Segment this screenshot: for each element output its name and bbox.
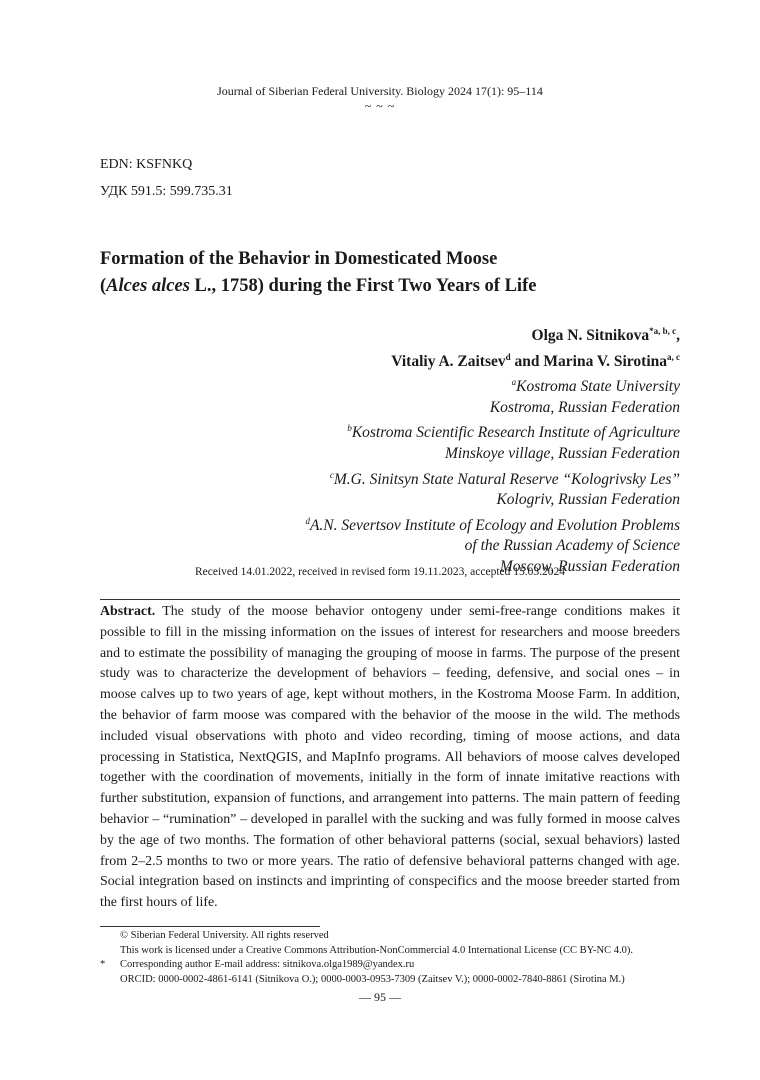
author-block bbox=[305, 321, 680, 577]
author-line-1 bbox=[305, 321, 680, 347]
affiliation-d-location: Moscow, Russian Federation bbox=[499, 557, 680, 575]
edn-identifier: EDN: KSFNKQ bbox=[100, 157, 193, 172]
author-zaitsev: Vitaliy A. Zaitsev bbox=[391, 352, 506, 370]
author-sirotina-marks: a, c bbox=[667, 351, 680, 362]
footnote-asterisk: * bbox=[100, 959, 106, 971]
paper-title bbox=[100, 246, 680, 300]
header-ornament: ~ ~ ~ bbox=[364, 99, 396, 113]
affiliation-mark: d bbox=[305, 515, 310, 526]
footnote-license: This work is licensed under a Creative Commons Attribution-NonCommercial 4.0 International License (CC BY-NC 4.0). bbox=[120, 944, 633, 956]
abstract-text: The study of the moose behavior ontogeny under semi-free-range conditions makes it possible to fill in the missing information on the issues of interest for researchers and moose breeders and to estimate the possibility of managing the grouping of moose in farms. The purpose of the present study was to characterize the development of behaviors – feeding, defensive, and social ones – in moose calves up to two years of age, kept without mothers, in the Kostroma Moose Farm. In addition, the behavior of farm moose was compared with the behavior of the moose in the wild. The methods included visual observations with photo and video recording, timing of moose actions, and data processing in Statistica, NextQGIS, and MapInfo programs. All behaviors of moose calves developed together with the coordination of movements, initially in the form of innate imitative reactions with further substitution, expansion of functions, and arrangement into patterns. The main pattern of feeding behavior – “rumination” – developed in parallel with the sucking and was fully formed in moose calves by the age of two months. The formation of other behavioral patterns (social, sexual behaviors) lasted from 2–2.5 months to two or more years. The ratio of defensive behavioral patterns changed with age. Social integration based on instincts and imprinting of conspecifics and the moose breeder started from the first hours of life. bbox=[100, 604, 680, 911]
affiliation-a-location: Kostroma, Russian Federation bbox=[489, 398, 680, 416]
footnotes bbox=[100, 929, 700, 987]
udk-identifier: УДК 591.5: 599.735.31 bbox=[100, 184, 233, 199]
author-separator: , bbox=[676, 327, 680, 345]
affiliation-d-line-2: of the Russian Academy of Science bbox=[464, 537, 680, 555]
journal-header: Journal of Siberian Federal University. Biology 2024 17(1): 95–114 bbox=[217, 84, 543, 98]
title-rest: L., 1758) during the First Two Years of Life bbox=[189, 276, 537, 296]
affiliation-c bbox=[305, 465, 680, 491]
affiliation-name: A.N. Severtsov Institute of Ecology and Evolution Problems bbox=[309, 516, 680, 534]
abstract bbox=[100, 602, 680, 914]
page-number: — 95 — bbox=[359, 990, 401, 1004]
title-line-2 bbox=[100, 273, 680, 300]
author-sirotina: Marina V. Sirotina bbox=[543, 352, 667, 370]
received-dates: Received 14.01.2022, received in revised form 19.11.2023, accepted 15.03.2024 bbox=[194, 566, 566, 578]
footnote-divider bbox=[100, 926, 320, 927]
title-species: Alces alces bbox=[106, 276, 190, 296]
abstract-label: Abstract. bbox=[100, 604, 156, 619]
affiliation-name: Kostroma State University bbox=[516, 378, 680, 396]
author-and: and bbox=[510, 352, 544, 370]
affiliation-d bbox=[305, 511, 680, 537]
author-line-2 bbox=[305, 347, 680, 373]
footnote-orcid: ORCID: 0000-0002-4861-6141 (Sitnikova O.); 0000-0003-0953-7309 (Zaitsev V.); 0000-0002-7840-8861 (Sirotina M.) bbox=[120, 973, 625, 985]
affiliation-name: Kostroma Scientific Research Institute of Agriculture bbox=[351, 424, 680, 442]
affiliation-b-location: Minskoye village, Russian Federation bbox=[444, 445, 680, 463]
affiliation-c-location: Kologriv, Russian Federation bbox=[496, 491, 680, 509]
affiliation-mark: a bbox=[511, 377, 517, 388]
corresponding-email: Corresponding author E-mail address: sitnikova.olga1989@yandex.ru bbox=[120, 959, 415, 971]
footnote-corresponding bbox=[100, 958, 700, 973]
author-zaitsev-marks: d bbox=[505, 351, 511, 362]
title-paren: ( bbox=[100, 276, 107, 296]
author-sitnikova: Olga N. Sitnikova bbox=[531, 327, 650, 345]
abstract-divider bbox=[100, 599, 680, 600]
title-line-1: Formation of the Behavior in Domesticated Moose bbox=[100, 249, 498, 269]
footnote-copyright: © Siberian Federal University. All rights reserved bbox=[120, 930, 329, 941]
affiliation-a bbox=[305, 372, 680, 398]
affiliation-mark: b bbox=[347, 423, 352, 434]
affiliation-name: M.G. Sinitsyn State Natural Reserve “Kologrivsky Les” bbox=[333, 470, 680, 488]
affiliation-b bbox=[305, 418, 680, 444]
author-sitnikova-marks: *a, b, c bbox=[649, 326, 677, 336]
affiliation-mark: c bbox=[329, 469, 334, 480]
